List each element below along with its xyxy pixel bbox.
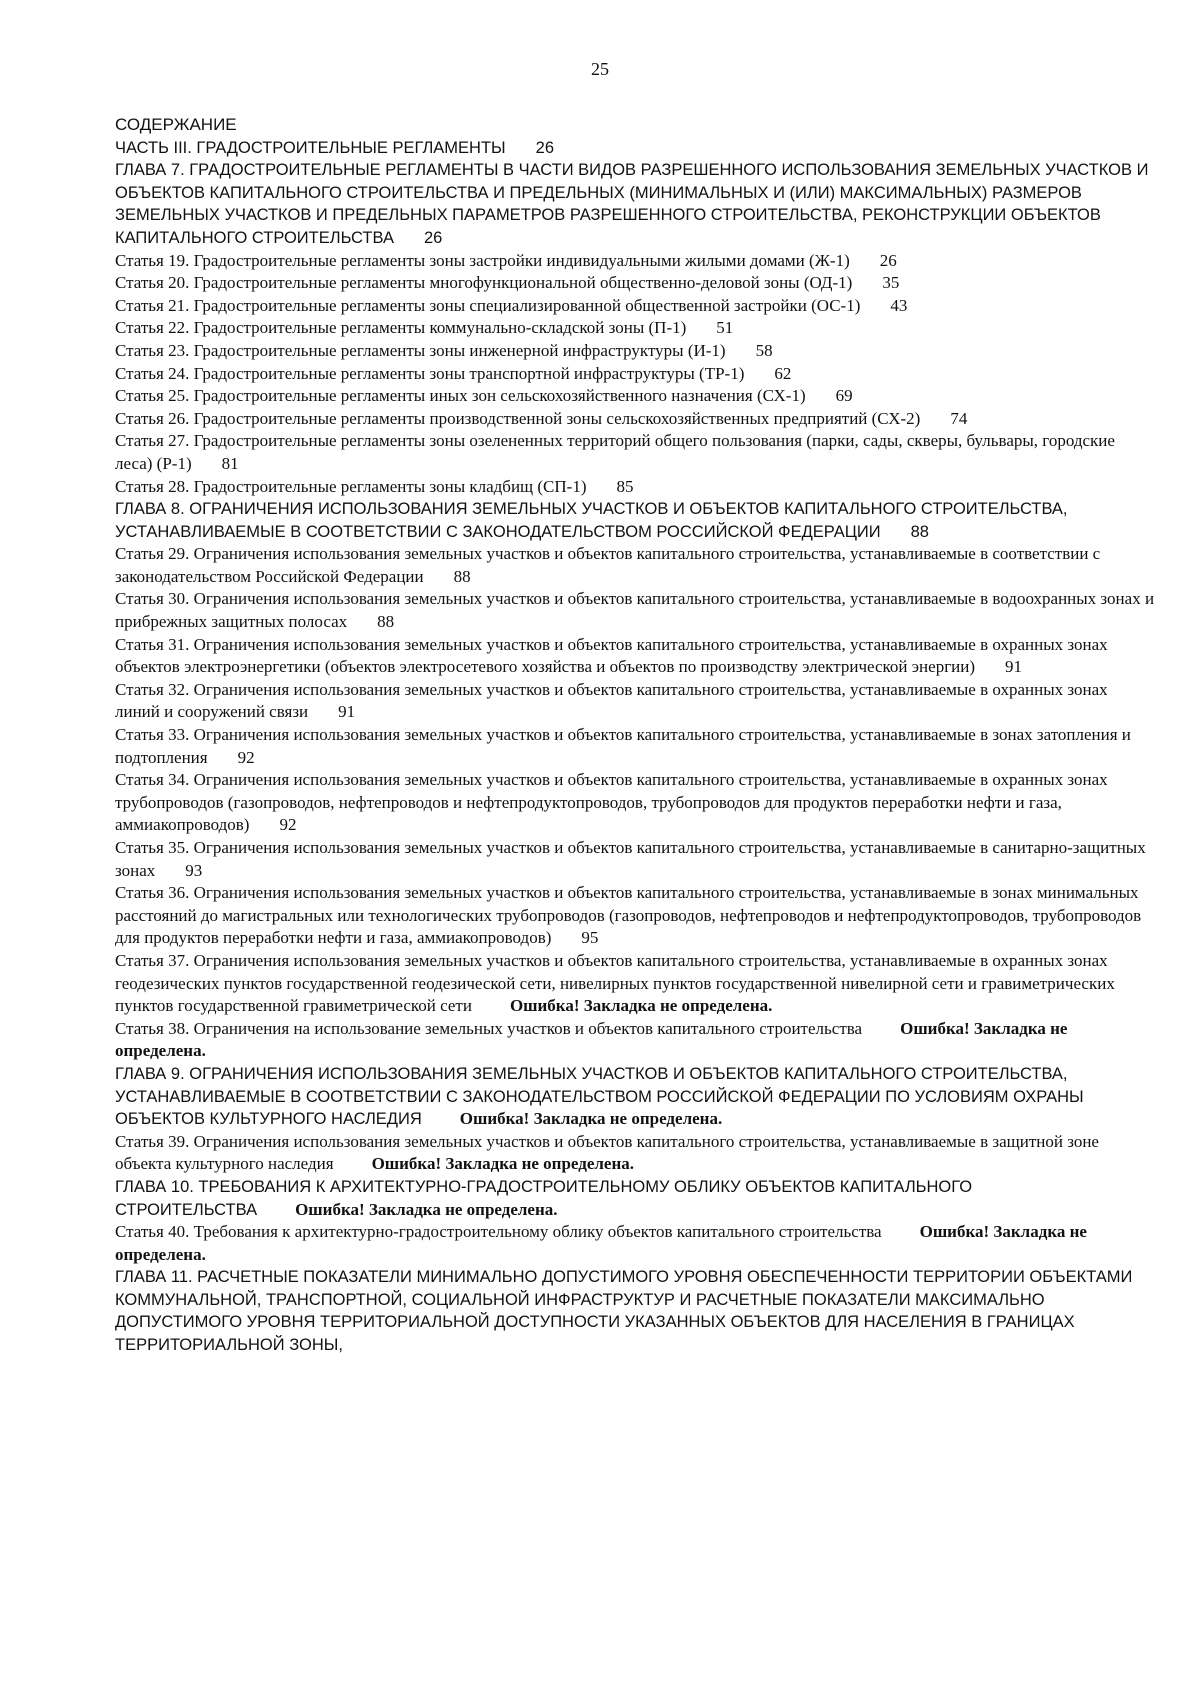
toc-entry-page: 43 <box>890 295 908 315</box>
toc-article-entry[interactable] <box>115 724 1155 769</box>
toc-entry-bookmark-error: Ошибка! Закладка не определена. <box>459 1109 723 1129</box>
toc-article-entry[interactable] <box>115 769 1155 837</box>
toc-entry-title: Статья 29. Ограничения использования земельных участков и объектов капитального строительства, устанавливаемые в соответствии с законодательством Российской Федерации <box>115 544 1101 586</box>
toc-entry-bookmark-error: Ошибка! Закладка не определена. <box>509 996 773 1016</box>
toc-entry-title: Статья 30. Ограничения использования земельных участков и объектов капитального строительства, устанавливаемые в водоохранных зонах и прибрежных защитных полосах <box>115 589 1155 632</box>
toc-chapter-entry[interactable] <box>115 159 1155 249</box>
toc-entry-title: Статья 26. Градостроительные регламенты производственной зоны сельскохозяйственных предприятий (СХ-2) <box>115 408 921 428</box>
toc-entry-title: Статья 33. Ограничения использования земельных участков и объектов капитального строительства, устанавливаемые в зонах затопления и подтопления <box>115 725 1131 767</box>
toc-entry-bookmark-error: Ошибка! Закладка не определена. <box>371 1154 635 1174</box>
toc-article-entry[interactable] <box>115 1221 1155 1266</box>
toc-entry-title: ЧАСТЬ III. ГРАДОСТРОИТЕЛЬНЫЕ РЕГЛАМЕНТЫ <box>115 138 506 157</box>
toc-entry-page: 81 <box>221 453 239 473</box>
toc-article-entry[interactable] <box>115 408 1155 431</box>
toc-entry-title: Статья 35. Ограничения использования земельных участков и объектов капитального строительства, устанавливаемые в санитарно-защитных зонах <box>115 838 1146 880</box>
toc-entry-page: 91 <box>1005 657 1023 677</box>
toc-article-entry[interactable] <box>115 543 1155 588</box>
toc-article-entry[interactable] <box>115 317 1155 340</box>
toc-entry-page: 62 <box>774 363 792 383</box>
toc-entry-bookmark-error: Ошибка! Закладка не определена. <box>115 1018 1068 1061</box>
toc-entry-title: Статья 20. Градостроительные регламенты многофункциональной общественно-деловой зоны (ОД-1) <box>115 273 853 293</box>
toc-chapter-entry[interactable] <box>115 1266 1155 1356</box>
toc-entry-title: Статья 23. Градостроительные регламенты зоны инженерной инфраструктуры (И-1) <box>115 340 726 360</box>
toc-entry-page: 69 <box>835 386 853 406</box>
toc-entry-page: 95 <box>581 928 599 948</box>
toc-entries <box>115 137 1155 1357</box>
toc-entry-title: Статья 24. Градостроительные регламенты зоны транспортной инфраструктуры (ТР-1) <box>115 363 745 383</box>
toc-entry-bookmark-error: Ошибка! Закладка не определена. <box>115 1222 1087 1264</box>
toc-entry-title: ГЛАВА 8. ОГРАНИЧЕНИЯ ИСПОЛЬЗОВАНИЯ ЗЕМЕЛЬНЫХ УЧАСТКОВ И ОБЪЕКТОВ КАПИТАЛЬНОГО СТРОИТЕЛЬСТВА, УСТАНАВЛИВАЕМЫЕ В СООТВЕТСТВИИ С ЗАКОНОДАТЕЛЬСТВОМ РОССИЙСКОЙ ФЕДЕРАЦИИ <box>115 500 1068 541</box>
toc-entry-title: Статья 37. Ограничения использования земельных участков и объектов капитального строительства, устанавливаемые в охранных зонах геодезических пунктов государственной геодезической сети, нивелирных пунктов государственной нивелирной сети и гравиметрических пунктов государственной гравиметрической сети <box>115 950 1115 1016</box>
toc-title: СОДЕРЖАНИЕ <box>115 115 237 134</box>
toc-entry-page: 58 <box>755 340 773 360</box>
toc-entry-page: 91 <box>338 702 356 722</box>
toc-entry-page: 88 <box>910 522 929 541</box>
toc-article-entry[interactable] <box>115 250 1155 273</box>
toc-entry-title: ГЛАВА 9. ОГРАНИЧЕНИЯ ИСПОЛЬЗОВАНИЯ ЗЕМЕЛЬНЫХ УЧАСТКОВ И ОБЪЕКТОВ КАПИТАЛЬНОГО СТРОИТЕЛЬСТВА, УСТАНАВЛИВАЕМЫЕ В СООТВЕТСТВИИ С ЗАКОНОДАТЕЛЬСТВОМ РОССИЙСКОЙ ФЕДЕРАЦИИ ПО УСЛОВИЯМ ОХРАНЫ ОБЪЕКТОВ КУЛЬТУРНОГО НАСЛЕДИЯ <box>115 1064 1084 1129</box>
toc-entry-page: 51 <box>716 318 734 338</box>
toc-entry-page: 74 <box>950 408 968 428</box>
toc-entry-title: Статья 27. Градостроительные регламенты зоны озелененных территорий общего пользования (парки, сады, скверы, бульвары, городские леса) (Р-1) <box>115 431 1115 473</box>
toc-entry-title: ГЛАВА 11. РАСЧЕТНЫЕ ПОКАЗАТЕЛИ МИНИМАЛЬНО ДОПУСТИМОГО УРОВНЯ ОБЕСПЕЧЕННОСТИ ТЕРРИТОРИИ ОБЪЕКТАМИ КОММУНАЛЬНОЙ, ТРАНСПОРТНОЙ, СОЦИАЛЬНОЙ ИНФРАСТРУКТУР И РАСЧЕТНЫЕ ПОКАЗАТЕЛИ МАКСИМАЛЬНО ДОПУСТИМОГО УРОВНЯ ТЕРРИТОРИАЛЬНОЙ ДОСТУПНОСТИ УКАЗАННЫХ ОБЪЕКТОВ ДЛЯ НАСЕЛЕНИЯ В ГРАНИЦАХ ТЕРРИТОРИАЛЬНОЙ ЗОНЫ, <box>115 1268 1133 1355</box>
toc-article-entry[interactable] <box>115 340 1155 363</box>
toc-entry-title: Статья 38. Ограничения на использование земельных участков и объектов капитального строительства <box>115 1018 863 1038</box>
toc-entry-page: 92 <box>237 747 255 767</box>
toc-entry-page: 93 <box>185 860 203 880</box>
table-of-contents <box>115 114 1155 1357</box>
toc-article-entry[interactable] <box>115 837 1155 882</box>
toc-article-entry[interactable] <box>115 588 1155 633</box>
toc-entry-page: 92 <box>279 815 297 835</box>
toc-chapter-entry[interactable] <box>115 1176 1155 1221</box>
toc-entry-title: Статья 21. Градостроительные регламенты зоны специализированной общественной застройки (ОС-1) <box>115 295 861 315</box>
toc-chapter-entry[interactable] <box>115 498 1155 543</box>
page-number: 25 <box>591 59 609 79</box>
toc-article-entry[interactable] <box>115 295 1155 318</box>
toc-entry-page: 26 <box>423 228 443 247</box>
toc-entry-page: 88 <box>453 566 471 586</box>
toc-article-entry[interactable] <box>115 363 1155 386</box>
toc-entry-page: 35 <box>882 273 900 293</box>
toc-chapter-entry[interactable] <box>115 1063 1155 1131</box>
toc-article-entry[interactable] <box>115 882 1155 950</box>
toc-entry-title: ГЛАВА 10. ТРЕБОВАНИЯ К АРХИТЕКТУРНО-ГРАДОСТРОИТЕЛЬНОМУ ОБЛИКУ ОБЪЕКТОВ КАПИТАЛЬНОГО СТРОИТЕЛЬСТВА <box>115 1177 973 1219</box>
toc-chapter-entry[interactable] <box>115 137 1155 160</box>
toc-entry-page: 26 <box>535 138 555 157</box>
toc-entry-page: 88 <box>377 612 395 632</box>
toc-entry-title: Статья 28. Градостроительные регламенты зоны кладбищ (СП-1) <box>115 476 587 496</box>
toc-entry-title: Статья 32. Ограничения использования земельных участков и объектов капитального строительства, устанавливаемые в охранных зонах линий и сооружений связи <box>115 679 1108 722</box>
toc-entry-title: Статья 31. Ограничения использования земельных участков и объектов капитального строительства, устанавливаемые в охранных зонах объектов электроэнергетики (объектов электросетевого хозяйства и объектов по производству электрической энергии) <box>115 634 1108 677</box>
toc-article-entry[interactable] <box>115 634 1155 679</box>
toc-article-entry[interactable] <box>115 950 1155 1018</box>
toc-article-entry[interactable] <box>115 1018 1155 1063</box>
toc-article-entry[interactable] <box>115 272 1155 295</box>
toc-entry-title: ГЛАВА 7. ГРАДОСТРОИТЕЛЬНЫЕ РЕГЛАМЕНТЫ В ЧАСТИ ВИДОВ РАЗРЕШЕННОГО ИСПОЛЬЗОВАНИЯ ЗЕМЕЛЬНЫХ УЧАСТКОВ И ОБЪЕКТОВ КАПИТАЛЬНОГО СТРОИТЕЛЬСТВА И ПРЕДЕЛЬНЫХ (МИНИМАЛЬНЫХ И (ИЛИ) МАКСИМАЛЬНЫХ) РАЗМЕРОВ ЗЕМЕЛЬНЫХ УЧАСТКОВ И ПРЕДЕЛЬНЫХ ПАРАМЕТРОВ РАЗРЕШЕННОГО СТРОИТЕЛЬСТВА, РЕКОНСТРУКЦИИ ОБЪЕКТОВ КАПИТАЛЬНОГО СТРОИТЕЛЬСТВА <box>115 161 1149 247</box>
toc-entry-title: Статья 34. Ограничения использования земельных участков и объектов капитального строительства, устанавливаемые в охранных зонах трубопроводов (газопроводов, нефтепроводов и нефтепродуктопроводов, трубопроводов для продуктов переработки нефти и газа, аммиакопроводов) <box>115 770 1108 835</box>
toc-entry-title: Статья 36. Ограничения использования земельных участков и объектов капитального строительства, устанавливаемые в зонах минимальных расстояний до магистральных или технологических трубопроводов (газопроводов, нефтепроводов и нефтепродуктопроводов, трубопроводов для продуктов переработки нефти и газа, аммиакопроводов) <box>115 883 1142 948</box>
toc-article-entry[interactable] <box>115 476 1155 499</box>
toc-entry-page: 85 <box>616 476 634 496</box>
toc-article-entry[interactable] <box>115 679 1155 724</box>
toc-entry-bookmark-error: Ошибка! Закладка не определена. <box>295 1199 558 1219</box>
toc-article-entry[interactable] <box>115 385 1155 408</box>
toc-article-entry[interactable] <box>115 1131 1155 1176</box>
toc-entry-page: 26 <box>879 250 897 270</box>
toc-entry-title: Статья 22. Градостроительные регламенты коммунально-складской зоны (П-1) <box>115 318 687 338</box>
toc-entry-title: Статья 39. Ограничения использования земельных участков и объектов капитального строительства, устанавливаемые в защитной зоне объекта культурного наследия <box>115 1131 1099 1174</box>
toc-article-entry[interactable] <box>115 430 1155 475</box>
toc-entry-title: Статья 40. Требования к архитектурно-градостроительному облику объектов капитального строительства <box>115 1222 882 1242</box>
toc-entry-title: Статья 25. Градостроительные регламенты иных зон сельскохозяйственного назначения (СХ-1) <box>115 386 806 406</box>
toc-entry-title: Статья 19. Градостроительные регламенты зоны застройки индивидуальными жилыми домами (Ж-1) <box>115 250 850 270</box>
